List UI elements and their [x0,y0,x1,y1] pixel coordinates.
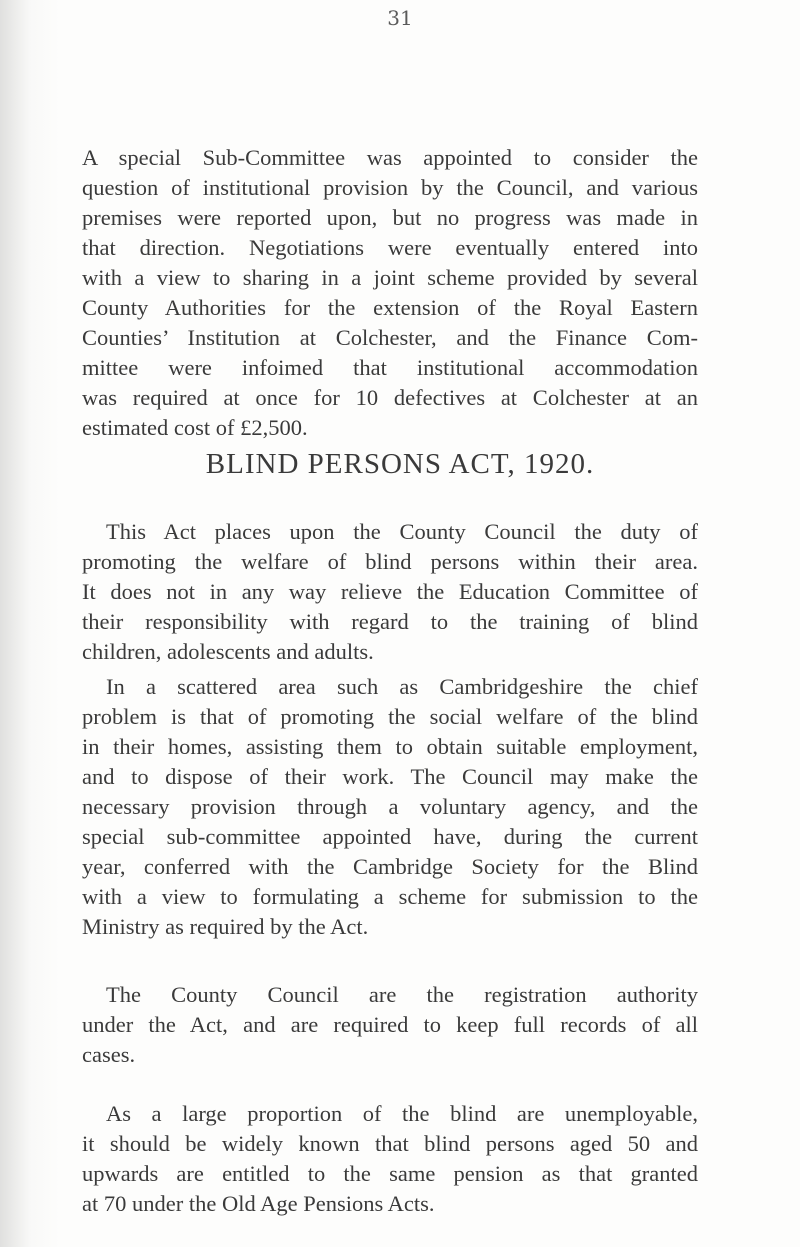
text-line: mittee were infoimed that institutional accommodation [82,355,698,380]
text-line: Ministry as required by the Act. [82,914,369,939]
text-line: necessary provision through a voluntary agency, and the [82,794,698,819]
text-line: children, adolescents and adults. [82,639,374,664]
paragraph-scattered-area [82,672,698,942]
text-line: premises were reported upon, but no progress was made in [82,205,698,230]
text-line: It does not in any way relieve the Education Committee of [82,579,698,604]
paragraph-institutional-provision [82,143,698,443]
text-line: at 70 under the Old Age Pensions Acts. [82,1191,435,1216]
text-line: problem is that of promoting the social welfare of the blind [82,704,698,729]
text-line: estimated cost of £2,500. [82,415,308,440]
text-line: that direction. Negotiations were eventually entered into [82,235,698,260]
paragraph-act-duties [82,517,698,667]
text-line: with a view to formulating a scheme for submission to the [82,884,698,909]
text-line: cases. [82,1042,136,1067]
text-line: Counties’ Institution at Colchester, and the Finance Com- [82,325,698,350]
text-line: A special Sub-Committee was appointed to consider the [82,145,698,170]
text-line: in their homes, assisting them to obtain suitable employment, [82,734,698,759]
paragraph-registration-authority [82,980,698,1070]
text-line: with a view to sharing in a joint scheme provided by several [82,265,698,290]
text-line: As a large proportion of the blind are unemployable, [106,1101,698,1126]
page-number: 31 [387,6,413,30]
text-line: upwards are entitled to the same pension as that granted [82,1161,698,1186]
text-line: it should be widely known that blind persons aged 50 and [82,1131,698,1156]
section-heading: BLIND PERSONS ACT, 1920. [205,448,595,480]
text-line: In a scattered area such as Cambridgeshire the chief [106,674,698,699]
text-line: year, conferred with the Cambridge Society for the Blind [82,854,698,879]
text-line: special sub-committee appointed have, during the current [82,824,698,849]
text-line: their responsibility with regard to the training of blind [82,609,698,634]
paragraph-pensions [82,1099,698,1219]
text-line: County Authorities for the extension of the Royal Eastern [82,295,698,320]
page-edge-shadow [0,0,60,1247]
text-line: question of institutional provision by the Council, and various [82,175,698,200]
text-line: The County Council are the registration authority [106,982,698,1007]
text-line: and to dispose of their work. The Council may make the [82,764,698,789]
text-line: under the Act, and are required to keep full records of all [82,1012,698,1037]
text-line: This Act places upon the County Council the duty of [106,519,698,544]
text-line: was required at once for 10 defectives at Colchester at an [82,385,698,410]
text-line: promoting the welfare of blind persons within their area. [82,549,698,574]
